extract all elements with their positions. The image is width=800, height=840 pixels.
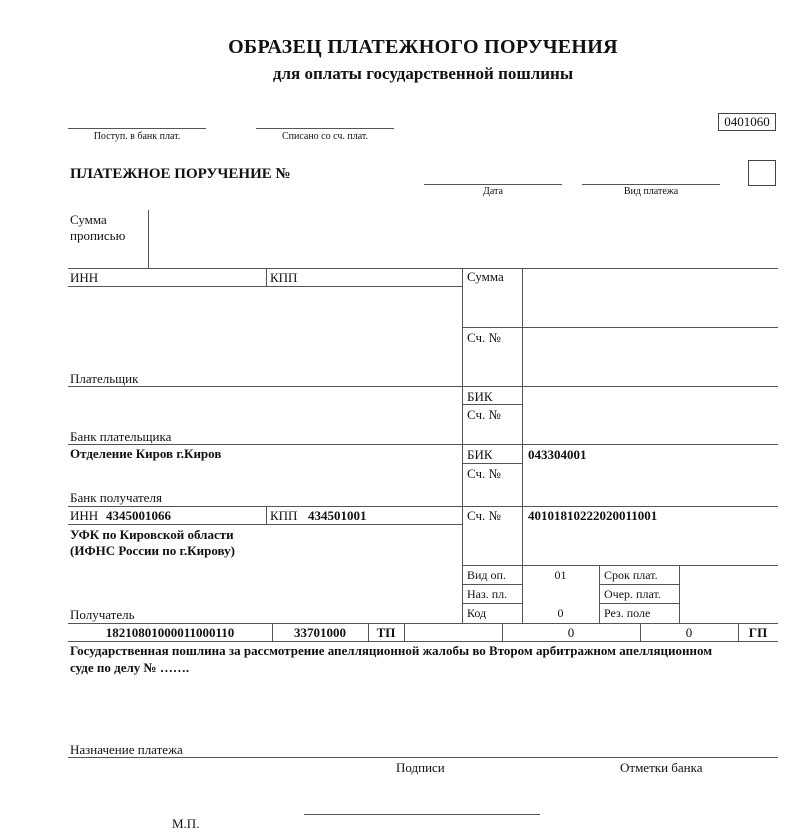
- purpose-text-1: Государственная пошлина за рассмотрение апелляционной жалобы во Втором арбитражном апелляционном: [70, 643, 713, 658]
- grid-line: [68, 286, 462, 287]
- signature-line: [304, 814, 540, 815]
- grid-line: [266, 268, 267, 286]
- recipient-bank-label: Банк получателя: [70, 490, 162, 505]
- debited-label: Списано со сч. плат.: [281, 131, 369, 142]
- grid-line: [68, 444, 778, 445]
- priority-label: Очер. плат.: [604, 587, 661, 601]
- code-value: 0: [557, 606, 564, 620]
- payment-type-code: ГП: [748, 625, 768, 640]
- payment-type-line: [582, 184, 720, 185]
- payer-account-label: Сч. №: [467, 330, 501, 345]
- recipient-kpp-label: КПП: [270, 508, 298, 523]
- date-label: Дата: [483, 186, 503, 197]
- grid-line: [68, 641, 778, 642]
- grid-line: [599, 565, 600, 623]
- received-label: Поступ. в банк плат.: [93, 131, 181, 142]
- recipient-label: Получатель: [70, 607, 135, 622]
- grid-line: [462, 327, 778, 328]
- grid-line: [599, 584, 679, 585]
- doc-number: 0: [567, 625, 575, 640]
- grid-line: [266, 506, 267, 524]
- payer-bank-account-label: Сч. №: [467, 407, 501, 422]
- stamp-label: М.П.: [172, 816, 200, 831]
- form-code-box: [718, 113, 776, 131]
- basis: ТП: [376, 625, 396, 640]
- order-title: ПЛАТЕЖНОЕ ПОРУЧЕНИЕ №: [70, 166, 291, 182]
- recipient-kpp: 434501001: [308, 508, 367, 523]
- code-label: Код: [467, 606, 487, 620]
- bank-marks-label: Отметки банка: [620, 760, 703, 775]
- page-title: ОБРАЗЕЦ ПЛАТЕЖНОГО ПОРУЧЕНИЯ: [228, 36, 618, 58]
- grid-line: [599, 603, 679, 604]
- recipient-inn: 4345001066: [106, 508, 171, 523]
- payer-bank-bik-label: БИК: [467, 389, 493, 404]
- date-line: [424, 184, 562, 185]
- kbk: 18210801000011000110: [105, 625, 235, 640]
- grid-line: [68, 268, 778, 269]
- received-line: [68, 128, 206, 129]
- grid-line: [462, 584, 522, 585]
- form-code: 0401060: [724, 114, 770, 129]
- doc-date: 0: [685, 625, 693, 640]
- op-type-label: Вид оп.: [467, 568, 506, 582]
- page-subtitle: для оплаты государственной пошлины: [272, 64, 574, 83]
- term-label: Срок плат.: [604, 568, 658, 582]
- oktmo: 33701000: [294, 625, 346, 640]
- amount-words-divider: [148, 210, 149, 268]
- op-type-value: 01: [554, 568, 567, 582]
- grid-line: [462, 565, 778, 566]
- recipient-bank-bik: 043304001: [528, 447, 587, 462]
- purpose-code-label: Наз. пл.: [467, 587, 508, 601]
- recipient-name-1: УФК по Кировской области: [70, 527, 234, 542]
- grid-line: [679, 565, 680, 623]
- payer-amount-label: Сумма: [467, 269, 504, 284]
- recipient-account: 40101810222020011001: [528, 508, 658, 523]
- payer-inn-label: ИНН: [70, 270, 99, 285]
- payer-kpp-label: КПП: [270, 270, 298, 285]
- recipient-inn-label: ИНН: [70, 508, 99, 523]
- grid-line: [68, 506, 778, 507]
- grid-line: [68, 386, 778, 387]
- recipient-account-label: Сч. №: [467, 508, 501, 523]
- signatures-label: Подписи: [396, 760, 445, 775]
- amount-words-label-2: прописью: [70, 228, 126, 243]
- purpose-bottom-line: [68, 757, 778, 758]
- recipient-bank-name: Отделение Киров г.Киров: [70, 446, 222, 461]
- debited-line: [256, 128, 394, 129]
- grid-line: [462, 268, 463, 623]
- payer-bank-label: Банк плательщика: [70, 429, 172, 444]
- payer-label: Плательщик: [70, 371, 139, 386]
- grid-line: [462, 603, 522, 604]
- reserve-label: Рез. поле: [604, 606, 651, 620]
- grid-line: [404, 623, 405, 641]
- grid-line: [462, 463, 522, 464]
- recipient-bank-bik-label: БИК: [467, 447, 493, 462]
- purpose-text-2: суде по делу № …….: [70, 660, 190, 675]
- status-box: [748, 160, 776, 186]
- purpose-label: Назначение платежа: [70, 742, 183, 757]
- grid-line: [68, 623, 778, 624]
- grid-line: [68, 524, 462, 525]
- recipient-bank-account-label: Сч. №: [467, 466, 501, 481]
- recipient-name-2: (ИФНС России по г.Кирову): [70, 543, 235, 558]
- payment-type-label: Вид платежа: [623, 186, 679, 197]
- amount-words-label-1: Сумма: [70, 212, 107, 227]
